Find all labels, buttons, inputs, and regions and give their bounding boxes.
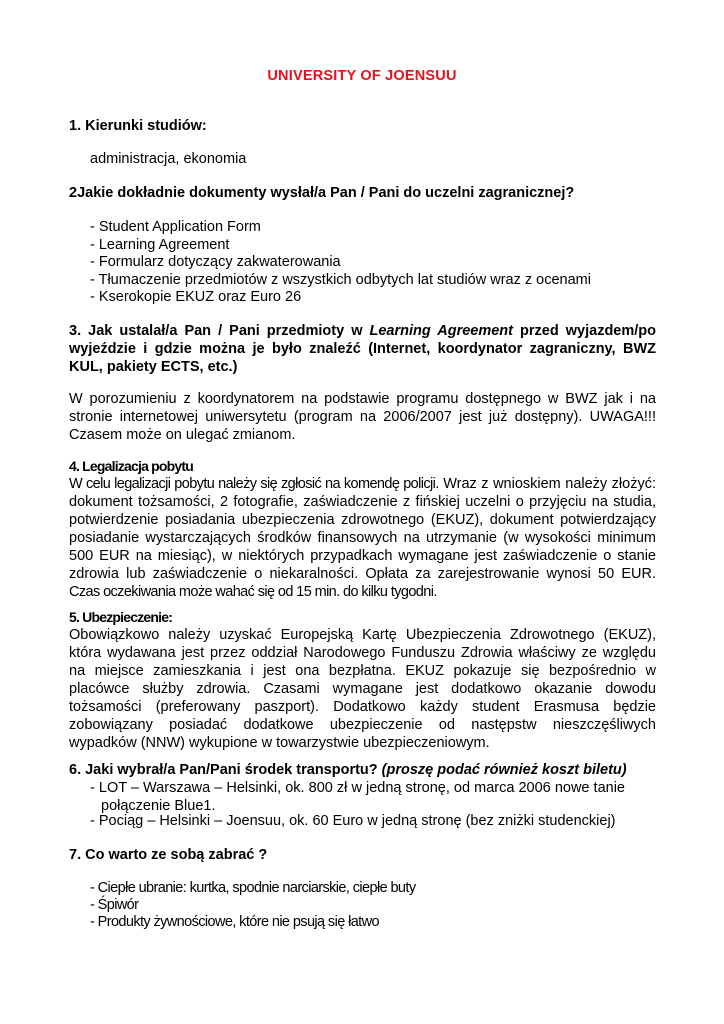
section1-heading: 1. Kierunki studiów: — [69, 118, 207, 134]
section4-body-line — [69, 475, 656, 493]
section3-heading-part: 3. Jak ustalał/a Pan / Pani przedmioty w — [69, 323, 370, 339]
section3-body-line: Czasem może on ulegać zmianom. — [69, 427, 296, 443]
section6-heading-italic: (proszę podać również koszt biletu) — [381, 762, 627, 778]
section4-body-line: posiadanie wystarczających środków finansowych na utrzymanie (w wysokości minimum — [69, 530, 656, 546]
section3-body — [69, 390, 656, 444]
section3-heading-line: KUL, pakiety ECTS, etc.) — [69, 359, 238, 375]
document-title: UNIVERSITY OF JOENSUU — [267, 68, 457, 84]
section6-heading — [69, 762, 627, 778]
section5-body-line: tożsamości (preferowany paszport). Dodatkowo każdy student Erasmusa będzie — [69, 699, 656, 715]
section4-body-line: potwierdzenie posiadania ubezpieczenia zdrowotnego (EKUZ), dokument potwierdzający — [69, 512, 656, 528]
section6-heading-text: 6. Jaki wybrał/a Pan/Pani środek transportu? — [69, 762, 382, 778]
section6-item-line: - LOT – Warszawa – Helsinki, ok. 800 zł w jedną stronę, od marca 2006 nowe tanie — [90, 780, 625, 796]
section2-item: - Learning Agreement — [90, 237, 230, 253]
section5-body-line: Obowiązkowo należy uzyskać Europejską Kartę Ubezpieczenia Zdrowotnego (EKUZ), — [69, 627, 656, 643]
section3-heading — [69, 322, 656, 376]
section3-heading-line — [69, 322, 656, 340]
section4-body — [69, 475, 656, 601]
section7-item: - Śpiwór — [90, 897, 139, 913]
section3-heading-line: wyjeździe i gdzie można je było znaleźć (Internet, koordynator zagraniczny, BWZ — [69, 341, 656, 357]
section6-item — [90, 779, 625, 815]
section7-item: - Produkty żywnościowe, które nie psują się łatwo — [90, 914, 379, 930]
section5-body — [69, 626, 656, 752]
section2-item: - Kserokopie EKUZ oraz Euro 26 — [90, 289, 302, 305]
section3-body-line: W porozumieniu z koordynatorem na podstawie programu dostępnego w BWZ jak i na — [69, 391, 656, 407]
section6-item-line: połączenie Blue1. — [101, 798, 216, 814]
section5-body-line: zobowiązany posiadać dodatkowe ubezpieczenie od następstw nieszczęśliwych — [69, 717, 656, 733]
section3-heading-italic: Learning Agreement — [369, 323, 513, 339]
section7-heading: 7. Co warto ze sobą zabrać ? — [69, 847, 268, 863]
section2-item: - Tłumaczenie przedmiotów z wszystkich odbytych lat studiów wraz z ocenami — [90, 272, 591, 288]
section7-item: - Ciepłe ubranie: kurtka, spodnie narciarskie, ciepłe buty — [90, 880, 416, 896]
section5-body-line: wypadków (NNW) wykupione w towarzystwie ubezpieczeniowym. — [69, 735, 490, 751]
section3-heading-part: przed wyjazdem/po — [513, 323, 656, 339]
section2-item: - Student Application Form — [90, 219, 261, 235]
section4-heading: 4. Legalizacja pobytu — [69, 458, 194, 474]
section5-body-line: która wydawana jest przez oddział Narodowego Funduszu Zdrowia właściwy ze względu — [69, 645, 656, 661]
section5-body-line: na miejsce zamieszkania i jest ona bezpłatna. EKUZ pokazuje się bezpośrednio w — [69, 663, 656, 679]
section2-item: - Formularz dotyczący zakwaterowania — [90, 254, 341, 270]
section4-text: Wraz z wnioskiem należy złożyć: — [438, 476, 656, 492]
section5-body-line: placówce służby zdrowia. Czasami wymagane jest dodatkowo okazanie dowodu — [69, 681, 656, 697]
section4-body-line: zdrowia lub zaświadczenie o niekaralności. Opłata za zarejestrowanie wynosi 50 EUR. — [69, 566, 656, 582]
section4-body-line: 500 EUR na miesiąc), w niektórych przypadkach wymagane jest zaświadczenie o stanie — [69, 548, 656, 564]
section3-body-line: stronie internetowej uniwersytetu (program na 2006/2007 jest już dostępny). UWAGA!!! — [69, 409, 656, 425]
section4-body-line: dokument tożsamości, 2 fotografie, zaświadczenie z fińskiej uczelni o przyjęciu na studia, — [69, 494, 656, 510]
section5-heading: 5. Ubezpieczenie: — [69, 609, 173, 625]
section4-condensed-text: W celu legalizacji pobytu należy się zgłosić na komendę policji. — [69, 476, 439, 492]
section4-body-line: Czas oczekiwania może wahać się od 15 min. do kilku tygodni. — [69, 584, 437, 600]
section2-heading: 2Jakie dokładnie dokumenty wysłał/a Pan / Pani do uczelni zagranicznej? — [69, 185, 575, 201]
section1-body: administracja, ekonomia — [90, 151, 247, 167]
section6-item: - Pociąg – Helsinki – Joensuu, ok. 60 Euro w jedną stronę (bez zniżki studenckiej) — [90, 813, 616, 829]
